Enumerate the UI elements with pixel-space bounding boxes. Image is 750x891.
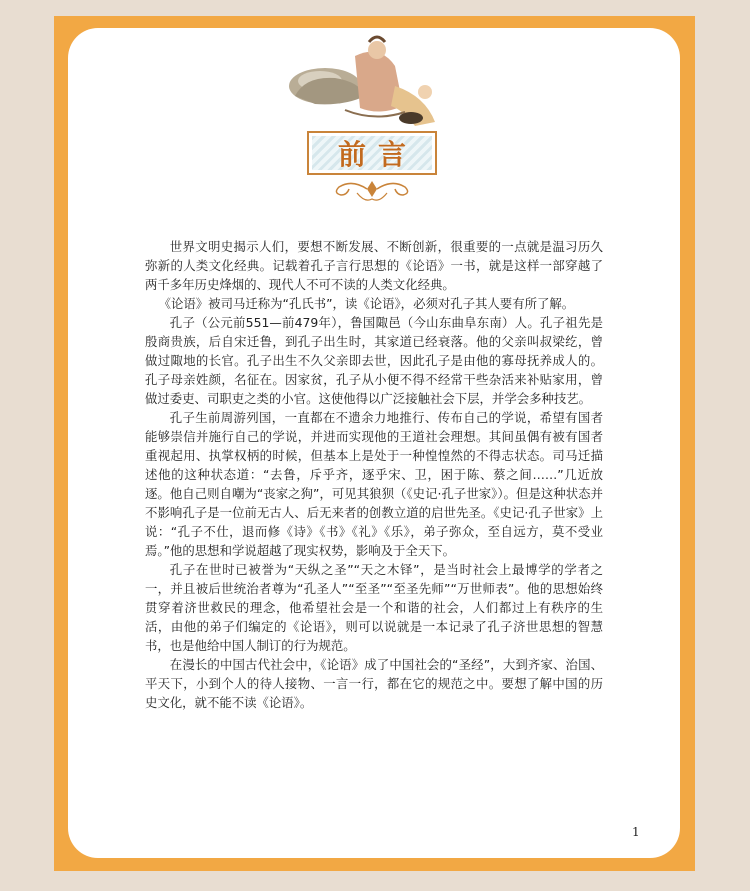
title-ornament-icon [327,177,417,207]
paragraph: 《论语》被司马迁称为“孔氏书”，读《论语》，必须对孔子其人要有所了解。 [158,296,575,311]
paragraph: 孔子在世时已被誉为“天纵之圣”“天之木铎”，是当时社会上最博学的学者之一，并且被后世统治者尊为“孔圣人”“至圣”“至圣先师”“万世师表”。他的思想始终贯穿着济世救民的理念，他希望社会是一个和谐的社会，人们都过上有秩序的生活，由他的弟子们编定的《论语》，则可以说就是一本记录了孔子济世思想的智慧书，也是他给中国人制订的行为规范。 [145,562,603,653]
preface-text [145,237,603,712]
page-number: 1 [632,825,640,839]
paragraph: 在漫长的中国古代社会中，《论语》成了中国社会的“圣经”，大到齐家、治国、平天下，小到个人的待人接物、一言一行，都在它的规范之中。要想了解中国的历史文化，就不能不读《论语》。 [145,657,603,710]
page-title: 前言 [337,138,418,171]
confucius-illustration [285,26,465,130]
paragraph: 孔子（公元前551—前479年），鲁国陬邑（今山东曲阜东南）人。孔子祖先是殷商贵族，后自宋迁鲁，到孔子出生时，其家道已经衰落。他的父亲叫叔梁纥，曾做过陬地的长官。孔子出生不久父亲即去世，因此孔子是由他的寡母抚养成人的。孔子母亲姓颜，名征在。因家贫，孔子从小便不得不经常干些杂活来补贴家用，曾做过委吏、司职吏之类的小官。这使他得以广泛接触社会下层，并学会多种技艺。 [145,315,603,406]
paragraph: 孔子生前周游列国，一直都在不遗余力地推行、传布自己的学说，希望有国者能够崇信并施行自己的学说，并进而实现他的王道社会理想。其间虽偶有被有国者重视起用、执掌权柄的时候，但基本上是处于一种惶惶然的不得志状态。司马迁描述他的这种状态道：“去鲁，斥乎齐，逐乎宋、卫，困于陈、蔡之间……”几近放逐。他自己则自嘲为“丧家之狗”，可见其狼狈（《史记·孔子世家》）。但是这种状态并不影响孔子是一位前无古人、后无来者的创教立道的启世先圣。《史记·孔子世家》上说：“孔子不仕，退而修《诗》《书》《礼》《乐》，弟子弥众，至自远方，莫不受业焉。”他的思想和学说超越了现实权势，影响及于全天下。 [145,410,603,558]
paragraph: 世界文明史揭示人们，要想不断发展、不断创新，很重要的一点就是温习历久弥新的人类文化经典。记载着孔子言行思想的《论语》一书，就是这样一部穿越了两千多年历史烽烟的、现代人不可不读的人类文化经典。 [145,239,603,292]
title-box [307,131,437,175]
